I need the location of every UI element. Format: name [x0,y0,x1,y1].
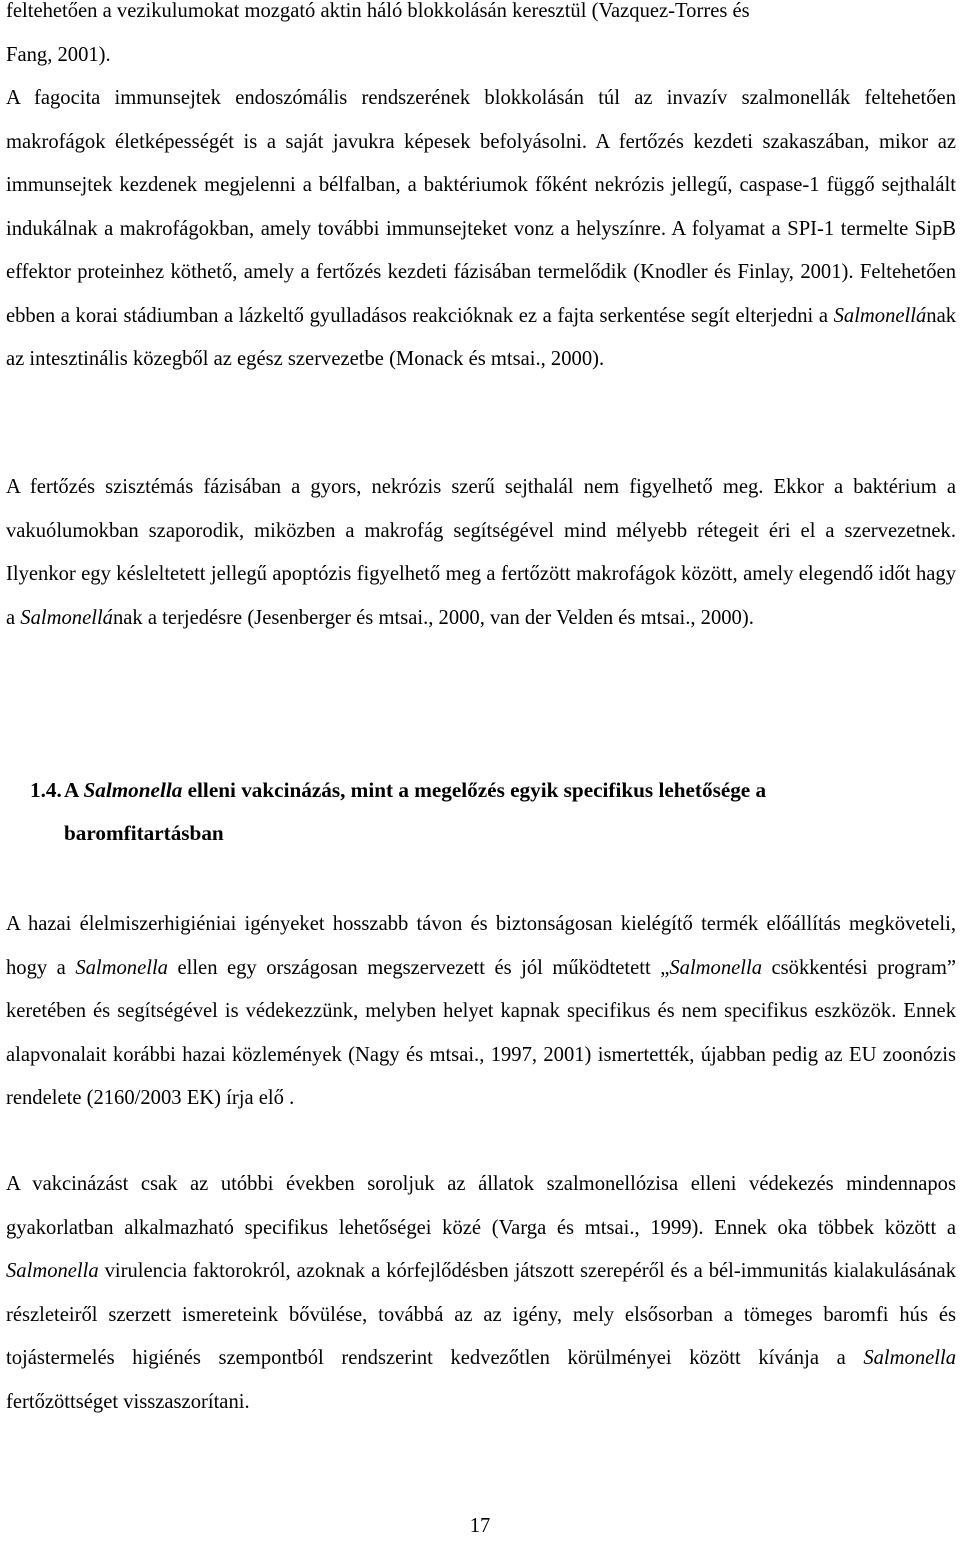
paragraph-2-text-1: A fagocita immunsejtek endoszómális rendszerének blokkolásán túl az invazív szalmonellák feltehetően makrofágok életképességét is a saját javukra képesek befolyásolni. A fertőzés kezdeti szakaszában, mikor az immunsejtek kezdenek megjelenni a bélfalban, a baktériumok főként nekrózis jellegű, caspase-1 függő sejthalált indukálnak a makrofágokban, amely további immunsejteket vonz a helyszínre. A folyamat a SPI-1 termelte SipB effektor proteinhez köthető, amely a fertőzés kezdeti fázisában termelődik (Knodler és Finlay, 2001). Feltehetően ebben a korai stádiumban a lázkeltő gyulladásos reakcióknak ez a fajta serkentése segít elterjedni a [6,87,956,327]
page-number: 17 [469,1515,491,1537]
paragraph-5 [6,1163,956,1424]
text-block-program [6,903,956,1121]
section-heading-text-2: elleni vakcinázás, mint a megelőzés egyik specifikus lehetősége a [182,778,767,802]
section-number: 1.4. [30,778,62,802]
section-heading-line-2: baromfitartásban [64,821,224,845]
paragraph-5-italic-2: Salmonella [863,1347,956,1369]
paragraph-continued [6,0,956,77]
text-block-top [6,0,956,382]
paragraph-2 [6,77,956,382]
text-block-vaccination [6,1163,956,1424]
section-heading [30,769,960,855]
paragraph-5-italic-1: Salmonella [6,1260,99,1282]
paragraph-3-italic-1: Salmonellá [20,606,113,629]
paragraph-5-text-1: A vakcinázást csak az utóbbi években soroljuk az állatok szalmonellózisa elleni védekezés mindennapos gyakorlatban alkalmazható specifikus lehetőségei közé (Varga és mtsai., 1999). Ennek oka többek között a [6,1173,956,1239]
paragraph-3 [6,466,956,640]
section-heading-text-1: A [64,778,84,802]
paragraph-4-text-1: A hazai élelmiszerhigiéniai igényeket hosszabb távon és biztonságosan kielégítő termék előállítás megköveteli, hogy a [6,913,956,979]
paragraph-4-text-2: ellen egy országosan megszervezett és jól működtetett „ [167,956,670,979]
paragraph-2-text-2: nak az intesztinális közegből az egész szervezetbe (Monack és mtsai., 2000). [6,304,956,370]
paragraph-3-text-1: A fertőzés szisztémás fázisában a gyors, nekrózis szerű sejthalál nem figyelhető meg. Ekkor a baktérium a vakuólumokban szaporodik, miközben a makrofág segítségével mind mélyebb rétegeit éri el a szervezetnek. Ilyenkor egy késleltetett jellegű apoptózis figyelhető meg a fertőzött makrofágok között, amely elegendő időt hagy a [6,476,956,629]
paragraph-4 [6,903,956,1121]
paragraph-5-text-2: virulencia faktorokról, azoknak a kórfejlődésben játszott szerepéről és a bél-immunitás kialakulásának részleteiről szerzett ismereteink bővülése, továbbá az az igény, mely elsősorban a tömeges baromfi hús és tojástermelés higiénés szempontból rendszerint kedvezőtlen körülményei között kívánja a [6,1260,956,1369]
paragraph-1-line-2: Fang, 2001). [6,43,111,66]
paragraph-5-text-3: fertőzöttséget visszaszorítani. [6,1390,250,1413]
paragraph-4-italic-2: Salmonella [669,956,763,979]
paragraph-2-italic-1: Salmonellá [833,304,927,327]
paragraph-4-text-3: csökkentési program” keretében és segítségével is védekezzünk, melyben helyet kapnak specifikus és nem specifikus eszközök. Ennek alapvonalait korábbi hazai közlemények (Nagy és mtsai., 1997, 2001) ismertették, újabban pedig az EU zoonózis rendelete (2160/2003 EK) írja elő . [6,956,956,1109]
paragraph-1-line-1: feltehetően a vezikulumokat mozgató aktin háló blokkolásán keresztül (Vazquez-Torres és [6,0,750,22]
text-block-systemic [6,466,956,640]
section-heading-italic: Salmonella [83,778,183,802]
paragraph-4-italic-1: Salmonella [75,956,168,979]
paragraph-3-text-2: nak a terjedésre (Jesenberger és mtsai., 2000, van der Velden és mtsai., 2000). [112,606,754,629]
